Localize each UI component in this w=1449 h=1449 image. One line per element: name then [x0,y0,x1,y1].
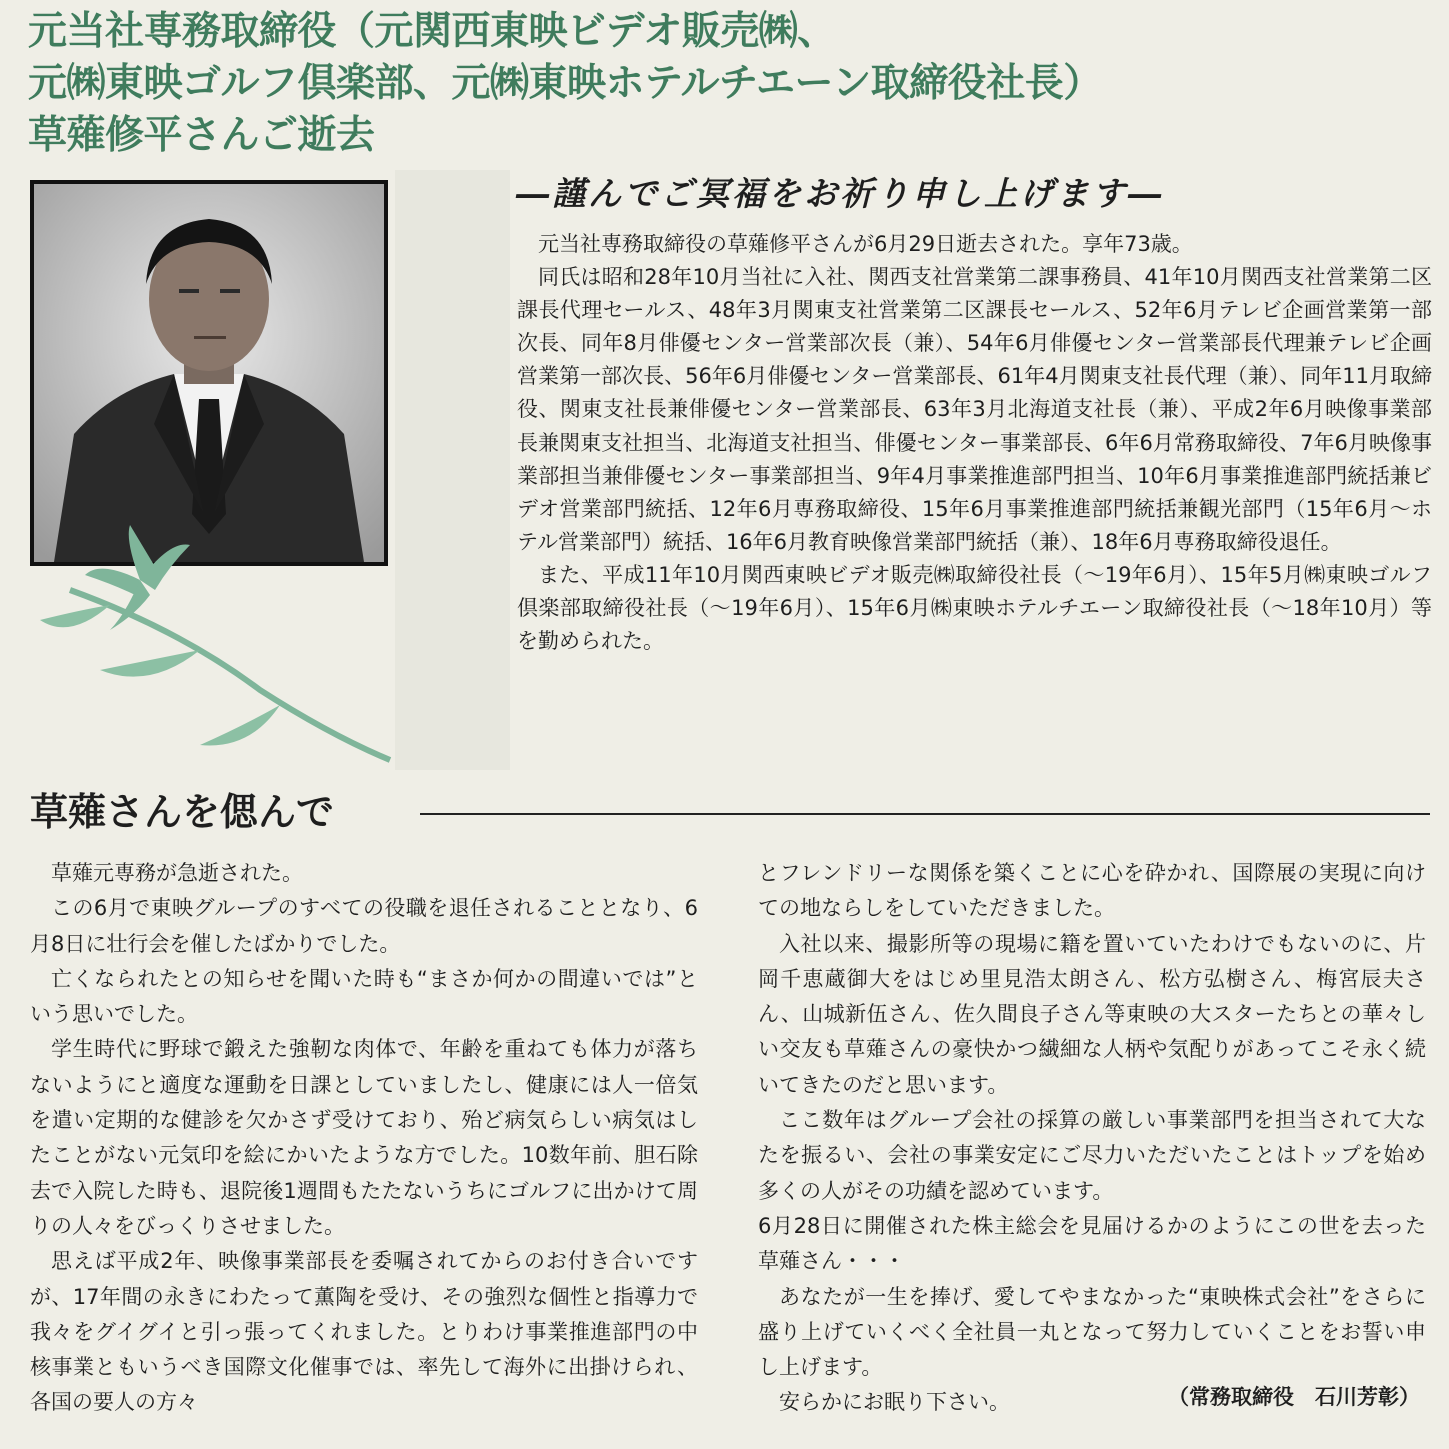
memorial-paragraph: とフレンドリーな関係を築くことに心を砕かれ、国際展の実現に向けての地ならしをしていただきました。 [758,861,1426,921]
memorial-paragraph: ここ数年はグループ会社の採算の厳しい事業部門を担当されて大なたを振るい、会社の事業安定にご尽力いただいたことはトップを始め多くの人がその功績を認めています。 [758,1108,1426,1203]
bio-paragraph: 同氏は昭和28年10月当社に入社、関西支社営業第二課事務員、41年10月関西支社営業第二区課長代理セールス、48年3月関東支社営業第二区課長セールス、52年6月テレビ企画営業第一部次長、同年8月俳優センター営業部次長（兼）、54年6月俳優センター営業部長代理兼テレビ企画営業第一部次長、56年6月俳優センター営業部長、61年4月関東支社長代理（兼）、同年11月取締役、関東支社長兼俳優センター営業部長、63年3月北海道支社長（兼）、平成2年6月映像事業部長兼関東支社担当、北海道支社担当、俳優センター事業部長、6年6月常務取締役、7年6月映像事業部担当兼俳優センター事業部担当、9年4月事業推進部門担当、10年6月事業推進部門統括兼ビデオ営業部門統括、12年6月専務取締役、15年6月事業推進部門統括兼観光部門（15年6月～ホテル営業部門）統括、16年6月教育映像営業部門統括（兼）、18年6月専務取締役退任。 [517,265,1432,554]
section-title: 草薙さんを偲んで [30,790,335,834]
memorial-paragraph: この6月で東映グループのすべての役職を退任されることとなり、6月8日に壮行会を催したばかりでした。 [30,896,698,956]
memorial-paragraph: 亡くなられたとの知らせを聞いた時も“まさか何かの間違いでは”という思いでした。 [30,966,698,1027]
signature: （常務取締役 石川芳彰） [1168,1385,1420,1409]
portrait-image [34,184,384,562]
bio-paragraph: 元当社専務取締役の草薙修平さんが6月29日逝去された。享年73歳。 [538,232,1193,256]
memorial-paragraph: 入社以来、撮影所等の現場に籍を置いていたわけでもないのに、片岡千恵蔵御大をはじめ里見浩太朗さん、松方弘樹さん、梅宮辰夫さん、山城新伍さん、佐久間良子さん等東映の大スターたちとの華々しい交友も草薙さんの豪快かつ繊細な人柄や気配りがあってこそ永く続いてきたのだと思います。 [758,931,1426,1097]
memorial-left-column [30,856,698,1421]
condolence-subtitle: ―謹んでご冥福をお祈り申し上げます― [516,174,1164,213]
biography [517,228,1432,658]
headline-line-1: 元当社専務取締役（元関西東映ビデオ販売㈱、 [28,9,836,54]
memorial-paragraph: 学生時代に野球で鍛えた強靭な肉体で、年齢を重ねても体力が落ちないようにと適度な運動を日課としていましたし、健康には人一倍気を遣い定期的な健診を欠かさず受けており、殆ど病気らしい病気はしたことがない元気印を絵にかいたような方でした。10数年前、胆石除去で入院した時も、退院後1週間もたたないうちにゴルフに出かけて周りの人々をびっくりさせました。 [30,1037,698,1238]
headline-line-2: 元㈱東映ゴルフ倶楽部、元㈱東映ホテルチエーン取締役社長） [28,61,1102,106]
portrait-photo [30,180,388,566]
section-divider [420,813,1430,815]
bio-paragraph: また、平成11年10月関西東映ビデオ販売㈱取締役社長（～19年6月）、15年5月㈱東映ゴルフ倶楽部取締役社長（～19年6月）、15年6月㈱東映ホテルチエーン取締役社長（～18年10月）等を勤められた。 [517,562,1432,654]
headline [28,6,1418,162]
memorial-paragraph: 6月28日に開催された株主総会を見届けるかのようにこの世を去った草薙さん・・・ [758,1213,1426,1274]
memorial-paragraph: 思えば平成2年、映像事業部長を委嘱されてからのお付き合いですが、17年間の永きにわたって薫陶を受け、その強烈な個性と指導力で我々をグイグイと引っ張ってくれました。とりわけ事業推進部門の中核事業ともいうべき国際文化催事では、率先して海外に出掛けられ、各国の要人の方々 [30,1249,698,1415]
memorial-right-column [758,856,1426,1421]
memorial-paragraph: あなたが一生を捧げ、愛してやまなかった“東映株式会社”をさらに盛り上げていくべく全社員一丸となって努力していくことをお誓い申し上げます。 [758,1284,1426,1380]
memorial-paragraph: 草薙元専務が急逝された。 [51,861,303,885]
background-bleed [395,170,510,770]
headline-line-3: 草薙修平さんご逝去 [28,113,375,158]
memorial-paragraph: 安らかにお眠り下さい。 [779,1390,1010,1415]
lily-flower-icon [30,520,410,770]
